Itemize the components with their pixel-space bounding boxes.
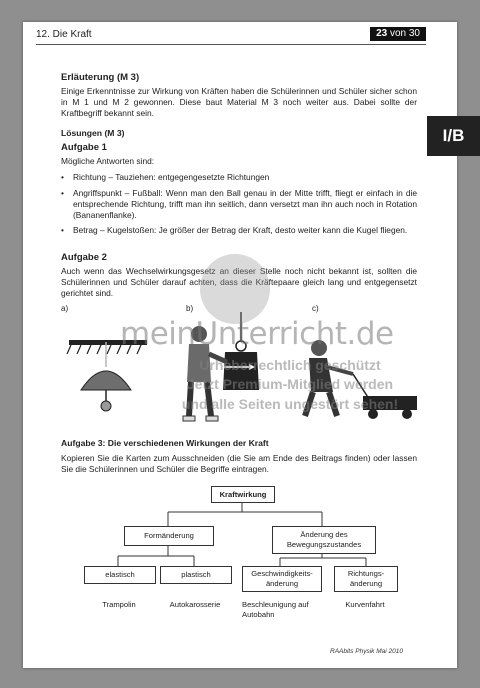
task1-lead: Mögliche Antworten sind: [61, 156, 155, 166]
figure-label-a: a) [61, 304, 69, 313]
task1-title: Aufgabe 1 [61, 142, 107, 153]
diagram-node-motion-change: Änderung des Bewegungszustandes [272, 526, 376, 554]
diagram-root-node: Kraftwirkung [211, 486, 275, 503]
diagram-node-shape-change: Formänderung [124, 526, 214, 546]
task3-paragraph: Kopieren Sie die Karten zum Ausschneiden (die Sie am Ende des Beitrags finden) oder lassen Sie die Schülerinnen und Schüler die Begriffe eintragen. [61, 453, 417, 474]
task1-bullet: • Angriffspunkt – Fußball: Wenn man den Ball genau in der Mitte trifft, fliegt er einfach in die entsprechende Richtung, trifft man ihn seitlich, dann versetzt man ihn auch noch in Rotation (Bananenflanke). [61, 188, 417, 220]
figure-label-c: c) [312, 304, 319, 313]
section-title: Erläuterung (M 3) [61, 72, 140, 83]
solutions-title: Lösungen (M 3) [61, 128, 125, 138]
section-tab: I/B [427, 116, 480, 156]
intro-paragraph: Einige Erkenntnisse zur Wirkung von Kräften haben die Schülerinnen und Schüler sicher schon in M 1 und M 2 gewonnen. Diese baut Material M 3 noch weiter aus. Dabei sollte der Kraftbegriff bekannt sein. [61, 86, 417, 118]
task1-bullet: • Betrag – Kugelstoßen: Je größer der Betrag der Kraft, desto weiter kann die Kugel fliegen. [61, 225, 408, 235]
diagram-node-direction-change: Richtungs-änderung [334, 566, 398, 592]
diagram-node-speed-change: Geschwindigkeits-änderung [242, 566, 322, 592]
diagram-node-plastic: plastisch [160, 566, 232, 584]
chapter-title: 12. Die Kraft [36, 29, 92, 40]
diagram-example-trampoline: Trampolin [102, 600, 136, 609]
task1-bullet: • Richtung – Tauziehen: entgegengesetzte Richtungen [61, 172, 270, 182]
watermark-line: und alle Seiten ungestört sehen! [181, 396, 399, 412]
task2-paragraph: Auch wenn das Wechselwirkungsgesetz an dieser Stelle noch nicht bekannt ist, sollten die Schülerinnen und Schüler darauf achten, dass die Kräftepaare gleich lang und entgegensetzt gerichtet sind. [61, 266, 417, 298]
task2-title: Aufgabe 2 [61, 252, 107, 263]
diagram-example-car-body: Autokarosserie [169, 600, 221, 609]
figure-label-b: b) [186, 304, 194, 313]
page-footer: RAAbits Physik Mai 2010 [330, 648, 403, 655]
diagram-example-cornering: Kurvenfahrt [345, 600, 385, 609]
diagram-node-elastic: elastisch [84, 566, 156, 584]
task3-title: Aufgabe 3: Die verschiedenen Wirkungen der Kraft [61, 438, 269, 448]
page-current: 23 [376, 28, 388, 39]
watermark-line: Jetzt Premium-Mitglied werden [186, 376, 394, 392]
diagram-example-acceleration: Beschleunigung auf Autobahn [242, 600, 309, 619]
page-sep: von [389, 28, 407, 39]
watermark-line: Urheberrechtlich geschützt [199, 357, 381, 373]
watermark-logo: meinUnterricht.de [120, 316, 394, 352]
page-total: 30 [408, 28, 420, 39]
